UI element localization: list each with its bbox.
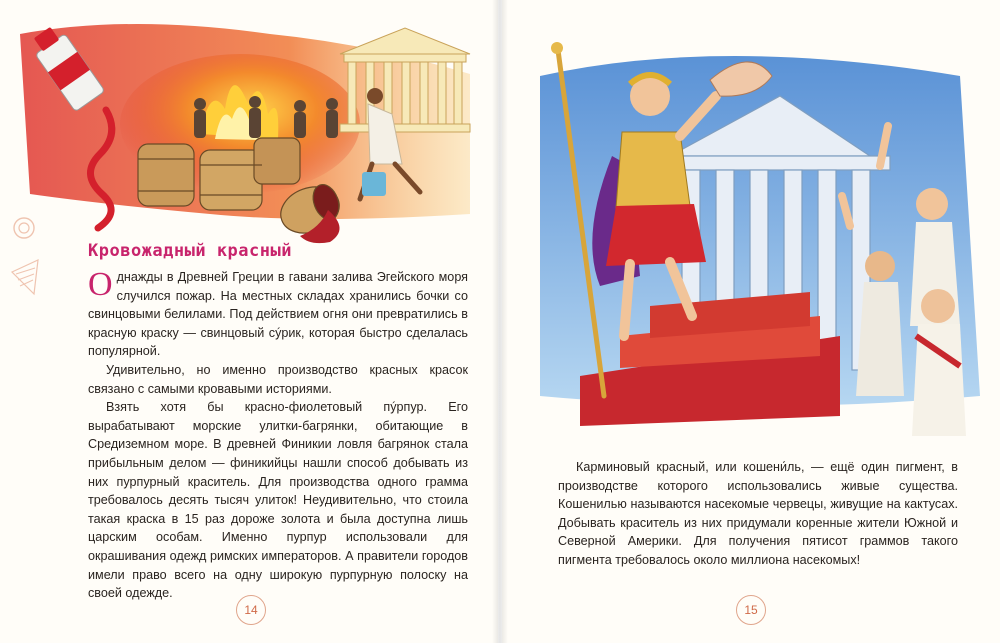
paragraph-1-text: днажды в Древней Греции в гавани залива Эгейского моря случился пожар. На местных складах хранились бочки со свинцовыми белилами. Под действием огня они превратились в красную краску — свинцовый сýрик, которая быстро сделалась популярной.	[88, 270, 468, 359]
drop-cap: О	[88, 266, 113, 303]
illustration-harbour-fire	[10, 14, 480, 246]
chapter-heading: Кровожадный красный	[88, 241, 292, 261]
paragraph-2: Удивительно, но именно производство красных красок связано с самыми кровавыми историями.	[88, 362, 468, 396]
page-number-right: 15	[736, 595, 766, 625]
paragraph-1	[88, 268, 468, 361]
decorative-shell-icon	[8, 212, 42, 302]
book-gutter	[492, 0, 508, 643]
paragraph-3: Взять хотя бы красно-фиолетовый пýрпур. Его вырабатывают морские улитки-багрянки, обитающие в Средиземном море. В древней Финикии ловля багрянок стала прибыльным делом — финикийцы нашли способ добывать из них пурпурный краситель. Для производства одного грамма требовалось десять тысяч улиток! Неудивительно, что стоила такая краска в 15 раз дороже золота и была доступна лишь царским особам. Именно пурпур использовали для окрашивания одежд римских императоров. А правители городов имели право всего на одну широкую пурпурную полоску на своей одежде.	[88, 400, 468, 601]
right-page-text	[558, 458, 958, 570]
illustration-emperor-purple	[520, 36, 990, 446]
page-number-left: 14	[236, 595, 266, 625]
paragraph-cochineal: Карминовый красный, или кошени́ль, — ещё один пигмент, в производстве которого использовались живые существа. Кошенилью называются насекомые червецы, живущие на кактусах. Добывать краситель из них придумали коренные жители Южной и Северной Америки. Для получения пятисот граммов такого пигмента требовалось около миллиона насекомых!	[558, 460, 958, 567]
left-page-text	[88, 268, 468, 603]
